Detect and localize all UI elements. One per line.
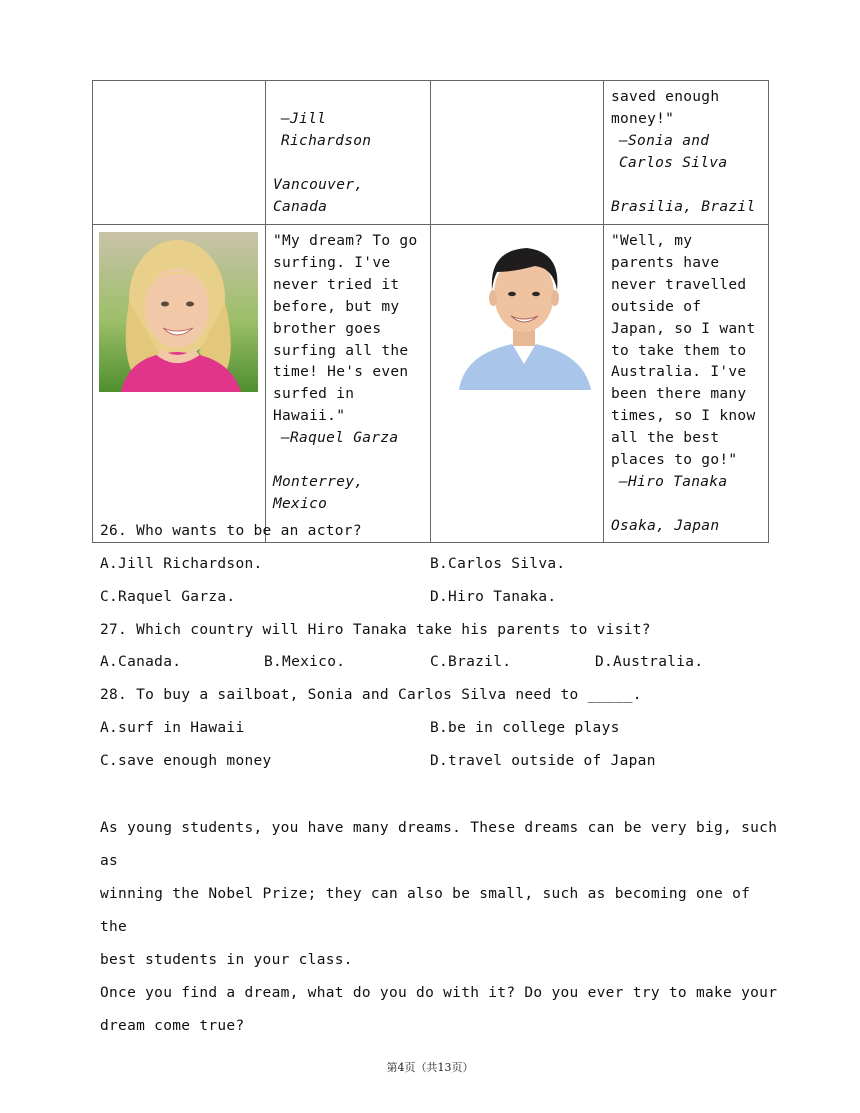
question-28-stem: 28. To buy a sailboat, Sonia and Carlos Silva need to _____. (100, 687, 642, 703)
sonia-cell (604, 81, 769, 225)
empty-cell (93, 81, 266, 225)
question-26-stem: 26. Who wants to be an actor? (100, 523, 362, 539)
passage-line: best students in your class. (100, 952, 353, 968)
raquel-photo (99, 232, 258, 392)
question-26-option-d: D.Hiro Tanaka. (430, 589, 557, 605)
question-26-option-b: B.Carlos Silva. (430, 556, 566, 572)
passage (100, 812, 780, 1043)
question-27-option-d: D.Australia. (595, 654, 704, 670)
question-26-option-c: C.Raquel Garza. (100, 589, 236, 605)
hiro-cell (604, 225, 769, 543)
jill-cell (266, 81, 431, 225)
sonia-signature: —Sonia and Carlos Silva (619, 132, 728, 171)
question-27-option-a: A.Canada. (100, 654, 182, 670)
question-27-option-b: B.Mexico. (264, 654, 346, 670)
question-28-option-c: C.save enough money (100, 753, 272, 769)
raquel-photo-cell (93, 225, 266, 543)
passage-line: Once you find a dream, what do you do with it? Do you ever try to make your (100, 985, 778, 1001)
passage-line: As young students, you have many dreams. These dreams can be very big, such as (100, 820, 778, 869)
passage-line: winning the Nobel Prize; they can also be small, such as becoming one of the (100, 886, 751, 935)
hiro-signature: —Hiro Tanaka (619, 473, 728, 490)
question-27-option-c: C.Brazil. (430, 654, 512, 670)
raquel-quote: "My dream? To go surfing. I've never tried it before, but my brother goes surfing all the time! He's even surfed in Hawaii." (273, 233, 418, 425)
hiro-photo-cell (431, 225, 604, 543)
jill-signature: —Jill Richardson (281, 110, 372, 149)
sonia-place: Brasilia, Brazil (611, 198, 756, 215)
question-26-option-a: A.Jill Richardson. (100, 556, 263, 572)
sonia-quote-tail: saved enough money!" (611, 89, 720, 127)
empty-cell (431, 81, 604, 225)
raquel-signature: —Raquel Garza (281, 430, 399, 447)
profiles-table (92, 80, 769, 543)
page-footer: 第4页（共13页） (386, 1061, 474, 1074)
raquel-place: Monterrey, Mexico (273, 474, 364, 512)
jill-place: Vancouver, Canada (273, 176, 364, 215)
hiro-place: Osaka, Japan (611, 517, 720, 534)
passage-line: dream come true? (100, 1018, 245, 1034)
raquel-cell (266, 225, 431, 543)
hiro-photo (449, 232, 599, 390)
question-28-option-d: D.travel outside of Japan (430, 753, 656, 769)
question-28-option-a: A.surf in Hawaii (100, 720, 245, 736)
hiro-quote: "Well, my parents have never travelled outside of Japan, so I want to take them to Australia. I've been there many times, so I know all the best places to go!" (611, 233, 756, 469)
question-28-option-b: B.be in college plays (430, 720, 620, 736)
question-27-stem: 27. Which country will Hiro Tanaka take his parents to visit? (100, 622, 651, 638)
